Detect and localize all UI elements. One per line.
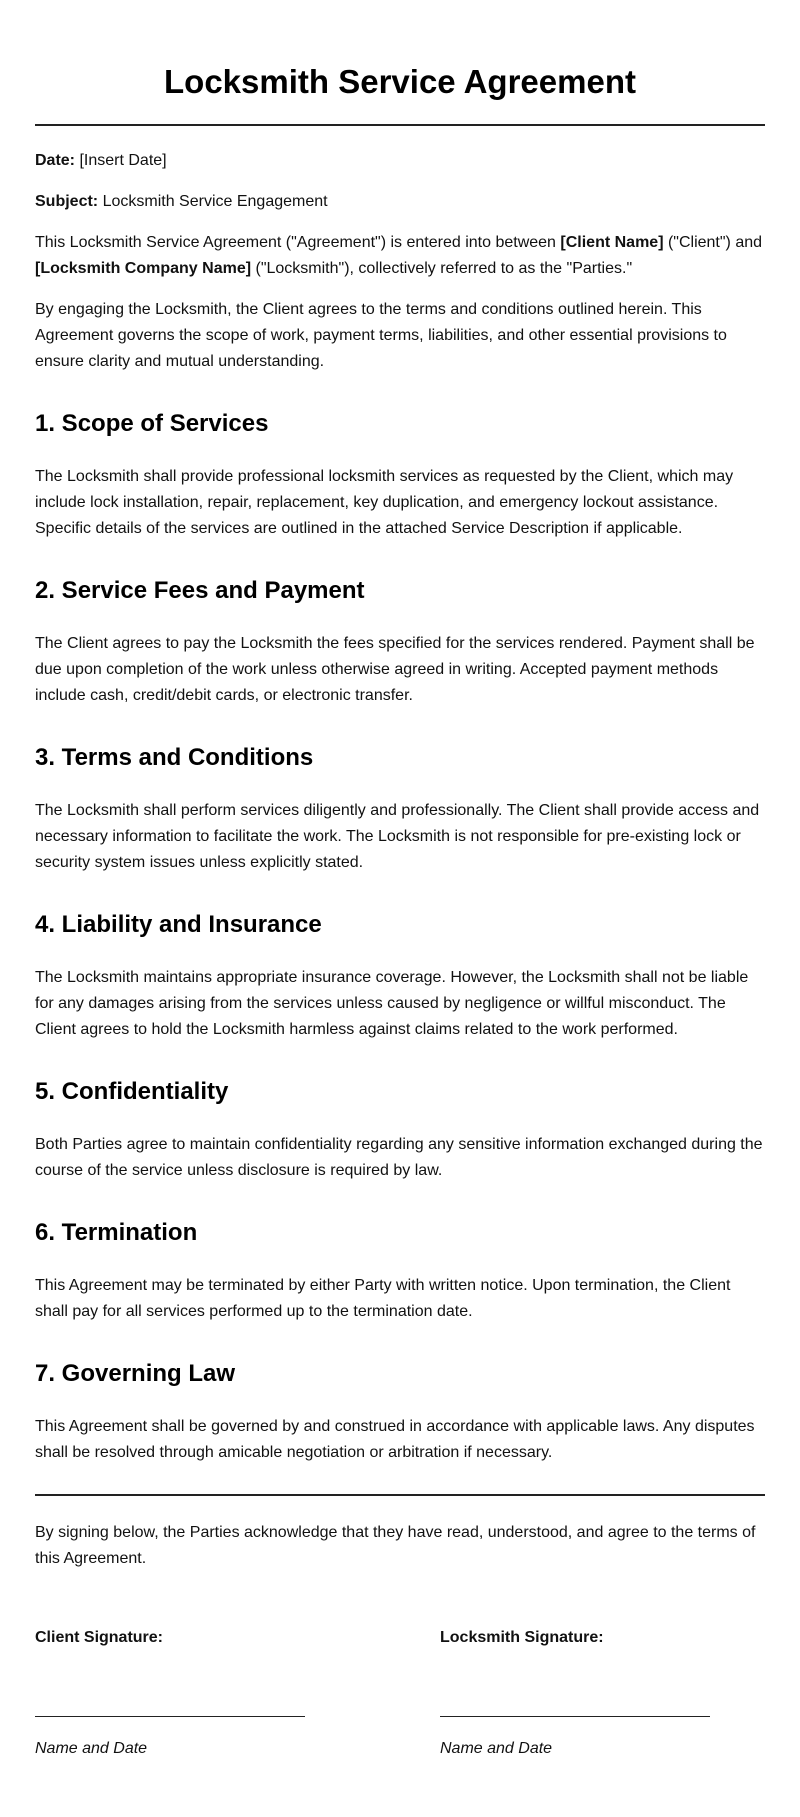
- document-title: Locksmith Service Agreement: [164, 63, 636, 100]
- section-heading: 2. Service Fees and Payment: [35, 577, 365, 604]
- locksmith-signature: [440, 1628, 760, 1759]
- section-scope: [35, 409, 765, 542]
- section-heading: 4. Liability and Insurance: [35, 911, 322, 938]
- section-body: The Locksmith shall perform services diligently and professionally. The Client shall provide access and necessary information to facilitate the work. The Locksmith is not responsible for pre-existing lock or security system issues unless explicitly stated.: [35, 802, 760, 871]
- section-governing-law: [35, 1359, 765, 1466]
- title-divider: [35, 124, 765, 126]
- intro-paragraph: [35, 230, 765, 282]
- section-body: This Agreement may be terminated by either Party with written notice. Upon termination, the Client shall pay for all services performed up to the termination date.: [35, 1277, 731, 1320]
- company-name-placeholder: [Locksmith Company Name]: [35, 260, 252, 277]
- date-label: Date:: [35, 152, 76, 169]
- client-signature: [35, 1628, 440, 1759]
- closing-statement: By signing below, the Parties acknowledge that they have read, understood, and agree to the terms of this Agreement.: [35, 1524, 756, 1567]
- section-heading: 3. Terms and Conditions: [35, 744, 314, 771]
- section-heading: 1. Scope of Services: [35, 410, 269, 437]
- section-body: The Locksmith maintains appropriate insurance coverage. However, the Locksmith shall not be liable for any damages arising from the services unless caused by negligence or willful misconduct. The Client agrees to hold the Locksmith harmless against claims related to the work performed.: [35, 969, 749, 1038]
- intro-paragraph-2: By engaging the Locksmith, the Client agrees to the terms and conditions outlined herein. This Agreement governs the scope of work, payment terms, liabilities, and other essential provisions to ensure clarity and mutual understanding.: [35, 301, 727, 370]
- subject-value: Locksmith Service Engagement: [102, 193, 328, 210]
- section-heading: 6. Termination: [35, 1219, 198, 1246]
- locksmith-signature-caption: Name and Date: [440, 1740, 553, 1757]
- signature-block: [35, 1628, 765, 1759]
- section-liability: [35, 910, 765, 1043]
- date-value: [Insert Date]: [79, 152, 167, 169]
- client-signature-label: Client Signature:: [35, 1629, 164, 1646]
- section-terms: [35, 743, 765, 876]
- section-body: The Client agrees to pay the Locksmith the fees specified for the services rendered. Payment shall be due upon completion of the work unless otherwise agreed in writing. Accepted payment methods include cash, credit/debit cards, or electronic transfer.: [35, 635, 755, 704]
- subject-label: Subject:: [35, 193, 99, 210]
- intro-text-b: ("Client") and: [663, 234, 763, 251]
- locksmith-signature-line: [440, 1716, 710, 1717]
- subject-line: [35, 189, 765, 215]
- date-line: [35, 148, 765, 174]
- section-body: The Locksmith shall provide professional locksmith services as requested by the Client, which may include lock installation, repair, replacement, key duplication, and emergency lockout assistance. Specific details of the services are outlined in the attached Service Description if applicable.: [35, 468, 734, 537]
- client-name-placeholder: [Client Name]: [560, 234, 664, 251]
- section-confidentiality: [35, 1077, 765, 1184]
- section-body: Both Parties agree to maintain confidentiality regarding any sensitive information exchanged during the course of the service unless disclosure is required by law.: [35, 1136, 763, 1179]
- closing-divider: [35, 1494, 765, 1496]
- section-fees: [35, 576, 765, 709]
- section-heading: 5. Confidentiality: [35, 1078, 229, 1105]
- intro-text-a: This Locksmith Service Agreement ("Agreement") is entered into between: [35, 234, 561, 251]
- locksmith-signature-label: Locksmith Signature:: [440, 1629, 604, 1646]
- section-heading: 7. Governing Law: [35, 1360, 236, 1387]
- client-signature-line: [35, 1716, 305, 1717]
- intro-text-c: ("Locksmith"), collectively referred to as the "Parties.": [251, 260, 633, 277]
- client-signature-caption: Name and Date: [35, 1740, 148, 1757]
- section-termination: [35, 1218, 765, 1325]
- section-body: This Agreement shall be governed by and construed in accordance with applicable laws. Any disputes shall be resolved through amicable negotiation or arbitration if necessary.: [35, 1418, 755, 1461]
